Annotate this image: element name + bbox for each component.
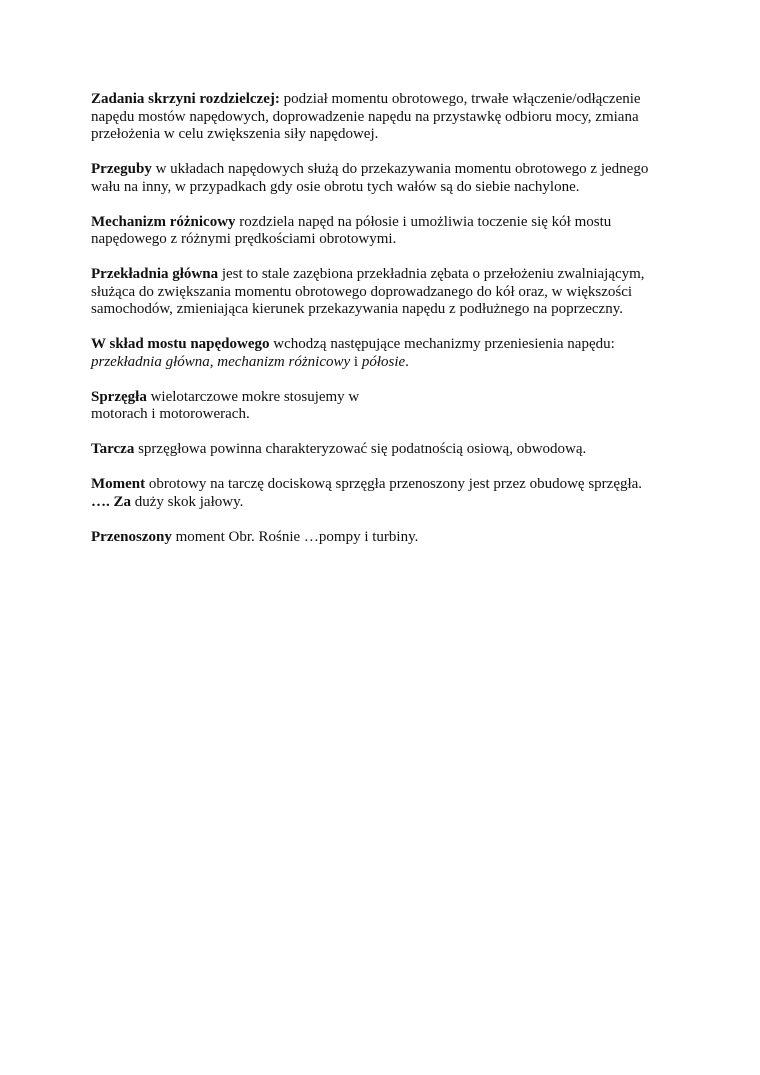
- term-too-large: …. Za: [91, 493, 132, 510]
- text-line: duży skok jałowy.: [131, 493, 244, 510]
- text-line: jest to stale zazębiona przekładnia zębata o przełożeniu zwalniającym,: [218, 266, 645, 282]
- text-line: wielotarczowe mokre stosujemy w: [146, 388, 360, 405]
- text-line: służąca do zwiększania momentu obrotowego doprowadzanego do kół oraz, w większości: [91, 283, 633, 300]
- text-line: w układach napędowych służą do przekazywania momentu obrotowego z jednego: [151, 161, 649, 177]
- text-line: sprzęgłowa powinna charakteryzować się podatnością osiową, obwodową.: [134, 441, 587, 457]
- document-page: [91, 91, 681, 564]
- term-clutches: Sprzęgła: [91, 388, 147, 405]
- term-final-drive: Przekładnia główna: [91, 266, 219, 282]
- paragraph-transfer-case: [91, 91, 681, 144]
- text-line: wału na inny, w przypadkach gdy osie obrotu tych wałów są do siebie nachylone.: [91, 178, 580, 195]
- term-transmitted: Przenoszony: [91, 528, 172, 545]
- text-connector: i: [350, 353, 362, 370]
- paragraph-final-drive: [91, 266, 681, 319]
- text-line: wchodzą następujące mechanizmy przeniesienia napędu:: [269, 336, 615, 352]
- term-torque: Moment: [91, 476, 146, 492]
- term-transfer-case: Zadania skrzyni rozdzielczej:: [91, 91, 280, 107]
- paragraph-joints: [91, 161, 681, 196]
- paragraph-clutches: [91, 389, 681, 424]
- text-line: moment Obr. Rośnie …pompy i turbiny.: [171, 528, 419, 545]
- paragraph-torque: [91, 476, 681, 511]
- paragraph-drive-axle: [91, 336, 681, 371]
- text-period: .: [405, 353, 409, 370]
- term-clutch-disc: Tarcza: [91, 441, 135, 457]
- text-line: napędowego z różnymi prędkościami obrotowymi.: [91, 231, 397, 247]
- text-line: podział momentu obrotowego, trwałe włączenie/odłączenie: [279, 91, 641, 107]
- paragraph-clutch-disc: [91, 441, 681, 459]
- text-line: napędu mostów napędowych, doprowadzenie napędu na przystawkę odbioru mocy, zmiana: [91, 108, 639, 125]
- text-line: rozdziela napęd na półosie i umożliwia toczenie się kół mostu: [235, 213, 612, 230]
- text-line: samochodów, zmieniająca kierunek przekazywania napędu z podłużnego na poprzeczny.: [91, 301, 623, 317]
- text-line: motorach i motorowerach.: [91, 406, 250, 422]
- term-differential: Mechanizm różnicowy: [91, 213, 236, 230]
- italic-components: przekładnia główna, mechanizm różnicowy: [91, 353, 351, 370]
- paragraph-transmitted: [91, 529, 681, 547]
- text-line: obrotowy na tarczę dociskową sprzęgła przenoszony jest przez obudowę sprzęgła.: [145, 476, 643, 492]
- paragraph-differential: [91, 214, 681, 249]
- italic-half-shafts: półosie: [361, 353, 406, 370]
- term-drive-axle: W skład mostu napędowego: [91, 336, 270, 352]
- term-joints: Przeguby: [91, 161, 152, 177]
- text-line: przełożenia w celu zwiększenia siły napędowej.: [91, 126, 379, 142]
